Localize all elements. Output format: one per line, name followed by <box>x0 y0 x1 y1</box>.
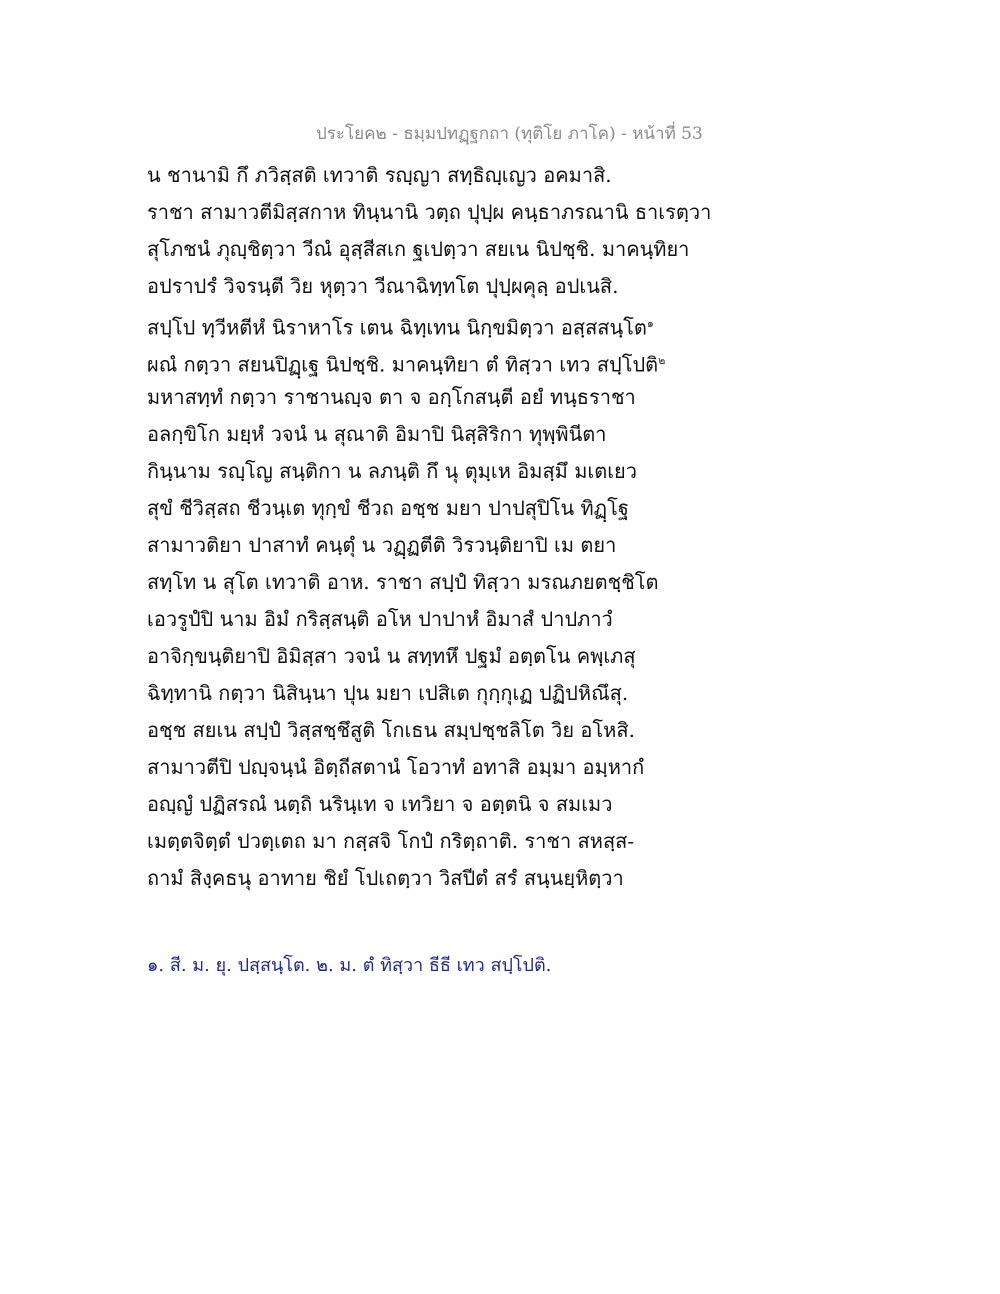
text-line: อลกฺขิโก มยฺหํ วจนํ น สุณาติ อิมาปิ นิสฺสิริกา ทุพฺพินีตา <box>147 422 607 446</box>
text-line: กินฺนาม รญฺโญ สนฺติกา น ลภนฺติ กึ นุ ตุมฺเห อิมสฺมึ มเตเยว <box>147 459 637 483</box>
page-header: ประโยค๒ - ธมฺมปทฏฺฐกถา (ทุติโย ภาโค) - หน้าที่ 53 <box>316 124 703 144</box>
text-line: อญฺญํ ปฏิสรณํ นตฺถิ นรินฺเท จ เทวิยา จ อตฺตนิ จ สมเมว <box>147 792 613 816</box>
text-line: อาจิกฺขนฺติยาปิ อิมิสฺสา วจนํ น สทฺทหึ ปฐมํ อตฺตโน คพฺเภสุ <box>147 644 636 668</box>
body-text <box>147 157 712 897</box>
footnote-mark: ๑ <box>646 317 654 330</box>
text-line: ถามํ สิงฺคธนุ อาทาย ชิยํ โปเถตฺวา วิสปีตํ สรํ สนฺนยฺหิตฺวา <box>147 866 624 890</box>
text-line: เอวรูปํปิ นาม อิมํ กริสฺสนฺติ อโห ปาปาหํ อิมาสํ ปาปภาวํ <box>147 607 613 631</box>
text-line: เมตฺตจิตฺตํ ปวตฺเตถ มา กสฺสจิ โกปํ กริตฺถาติ. ราชา สหสฺส- <box>147 829 635 853</box>
text-line <box>147 305 707 342</box>
text-line: สามาวติยา ปาสาทํ คนฺตุํ น วฏฺฏตีติ วิรวนฺติยาปิ เม ตยา <box>147 533 617 557</box>
text-line: ราชา สามาวตีมิสฺสกาห ทินฺนานิ วตฺถ ปุปฺผ คนฺธาภรณานิ ธาเรตฺวา <box>147 200 712 224</box>
text-line-content: สปฺโป ทฺวีหตีหํ นิราหาโร เตน ฉิทฺเทน นิกฺขมิตฺวา อสฺสสนฺโต <box>147 315 647 340</box>
text-line: มหาสทฺทํ กตฺวา ราชานญฺจ ตา จ อกฺโกสนฺตี อยํ ทนฺธราชา <box>147 385 636 409</box>
text-line: อชฺช สยเน สปฺปํ วิสฺสชฺชึสูติ โกเธน สมฺปชฺชลิโต วิย อโหสิ. <box>147 718 635 742</box>
text-line: สุขํ ชีวิสฺสถ ชีวนฺเต ทุกฺขํ ชีวถ อชฺช มยา ปาปสุปิโน ทิฏฺโฐ <box>147 496 629 520</box>
text-line: น ชานามิ กึ ภวิสฺสติ เทวาติ รญฺญา สทฺธิญฺเญว อคมาสิ. <box>147 163 612 187</box>
text-line: สุโภชนํ ภุญฺชิตฺวา วีณํ อุสฺสีสเก ฐเปตฺวา สยเน นิปชฺชิ. มาคนฺทิยา <box>147 237 690 261</box>
text-line-content: ผณํ กตฺวา สยนปิฏฺเฐ นิปชฺชิ. มาคนฺทิยา ตํ ทิสฺวา เทว สปฺโปติ <box>147 352 659 377</box>
footnote: ๑. สี. ม. ยุ. ปสฺสนฺโต. ๒. ม. ตํ ทิสฺวา ธีธี เทว สปฺโปติ. <box>147 955 552 976</box>
text-line: อปราปรํ วิจรนฺตี วิย หุตฺวา วีณาฉิทฺทโต ปุปฺผคุลฺ อปเนสิ. <box>147 274 619 298</box>
text-line: สามาวตีปิ ปญฺจนฺนํ อิตฺถีสตานํ โอวาทํ อทาสิ อมฺมา อมฺหากํ <box>147 755 645 779</box>
footnote-mark: ๒ <box>658 354 666 367</box>
text-line <box>147 342 707 379</box>
text-line: สทฺโท น สุโต เทวาติ อาห. ราชา สปฺปํ ทิสฺวา มรณภยตชฺชิโต <box>147 570 659 594</box>
text-line: ฉิทฺทานิ กตฺวา นิสินฺนา ปุน มยา เปสิเต กุกฺกุเฏ ปฏิปหิณึสุ. <box>147 681 629 705</box>
